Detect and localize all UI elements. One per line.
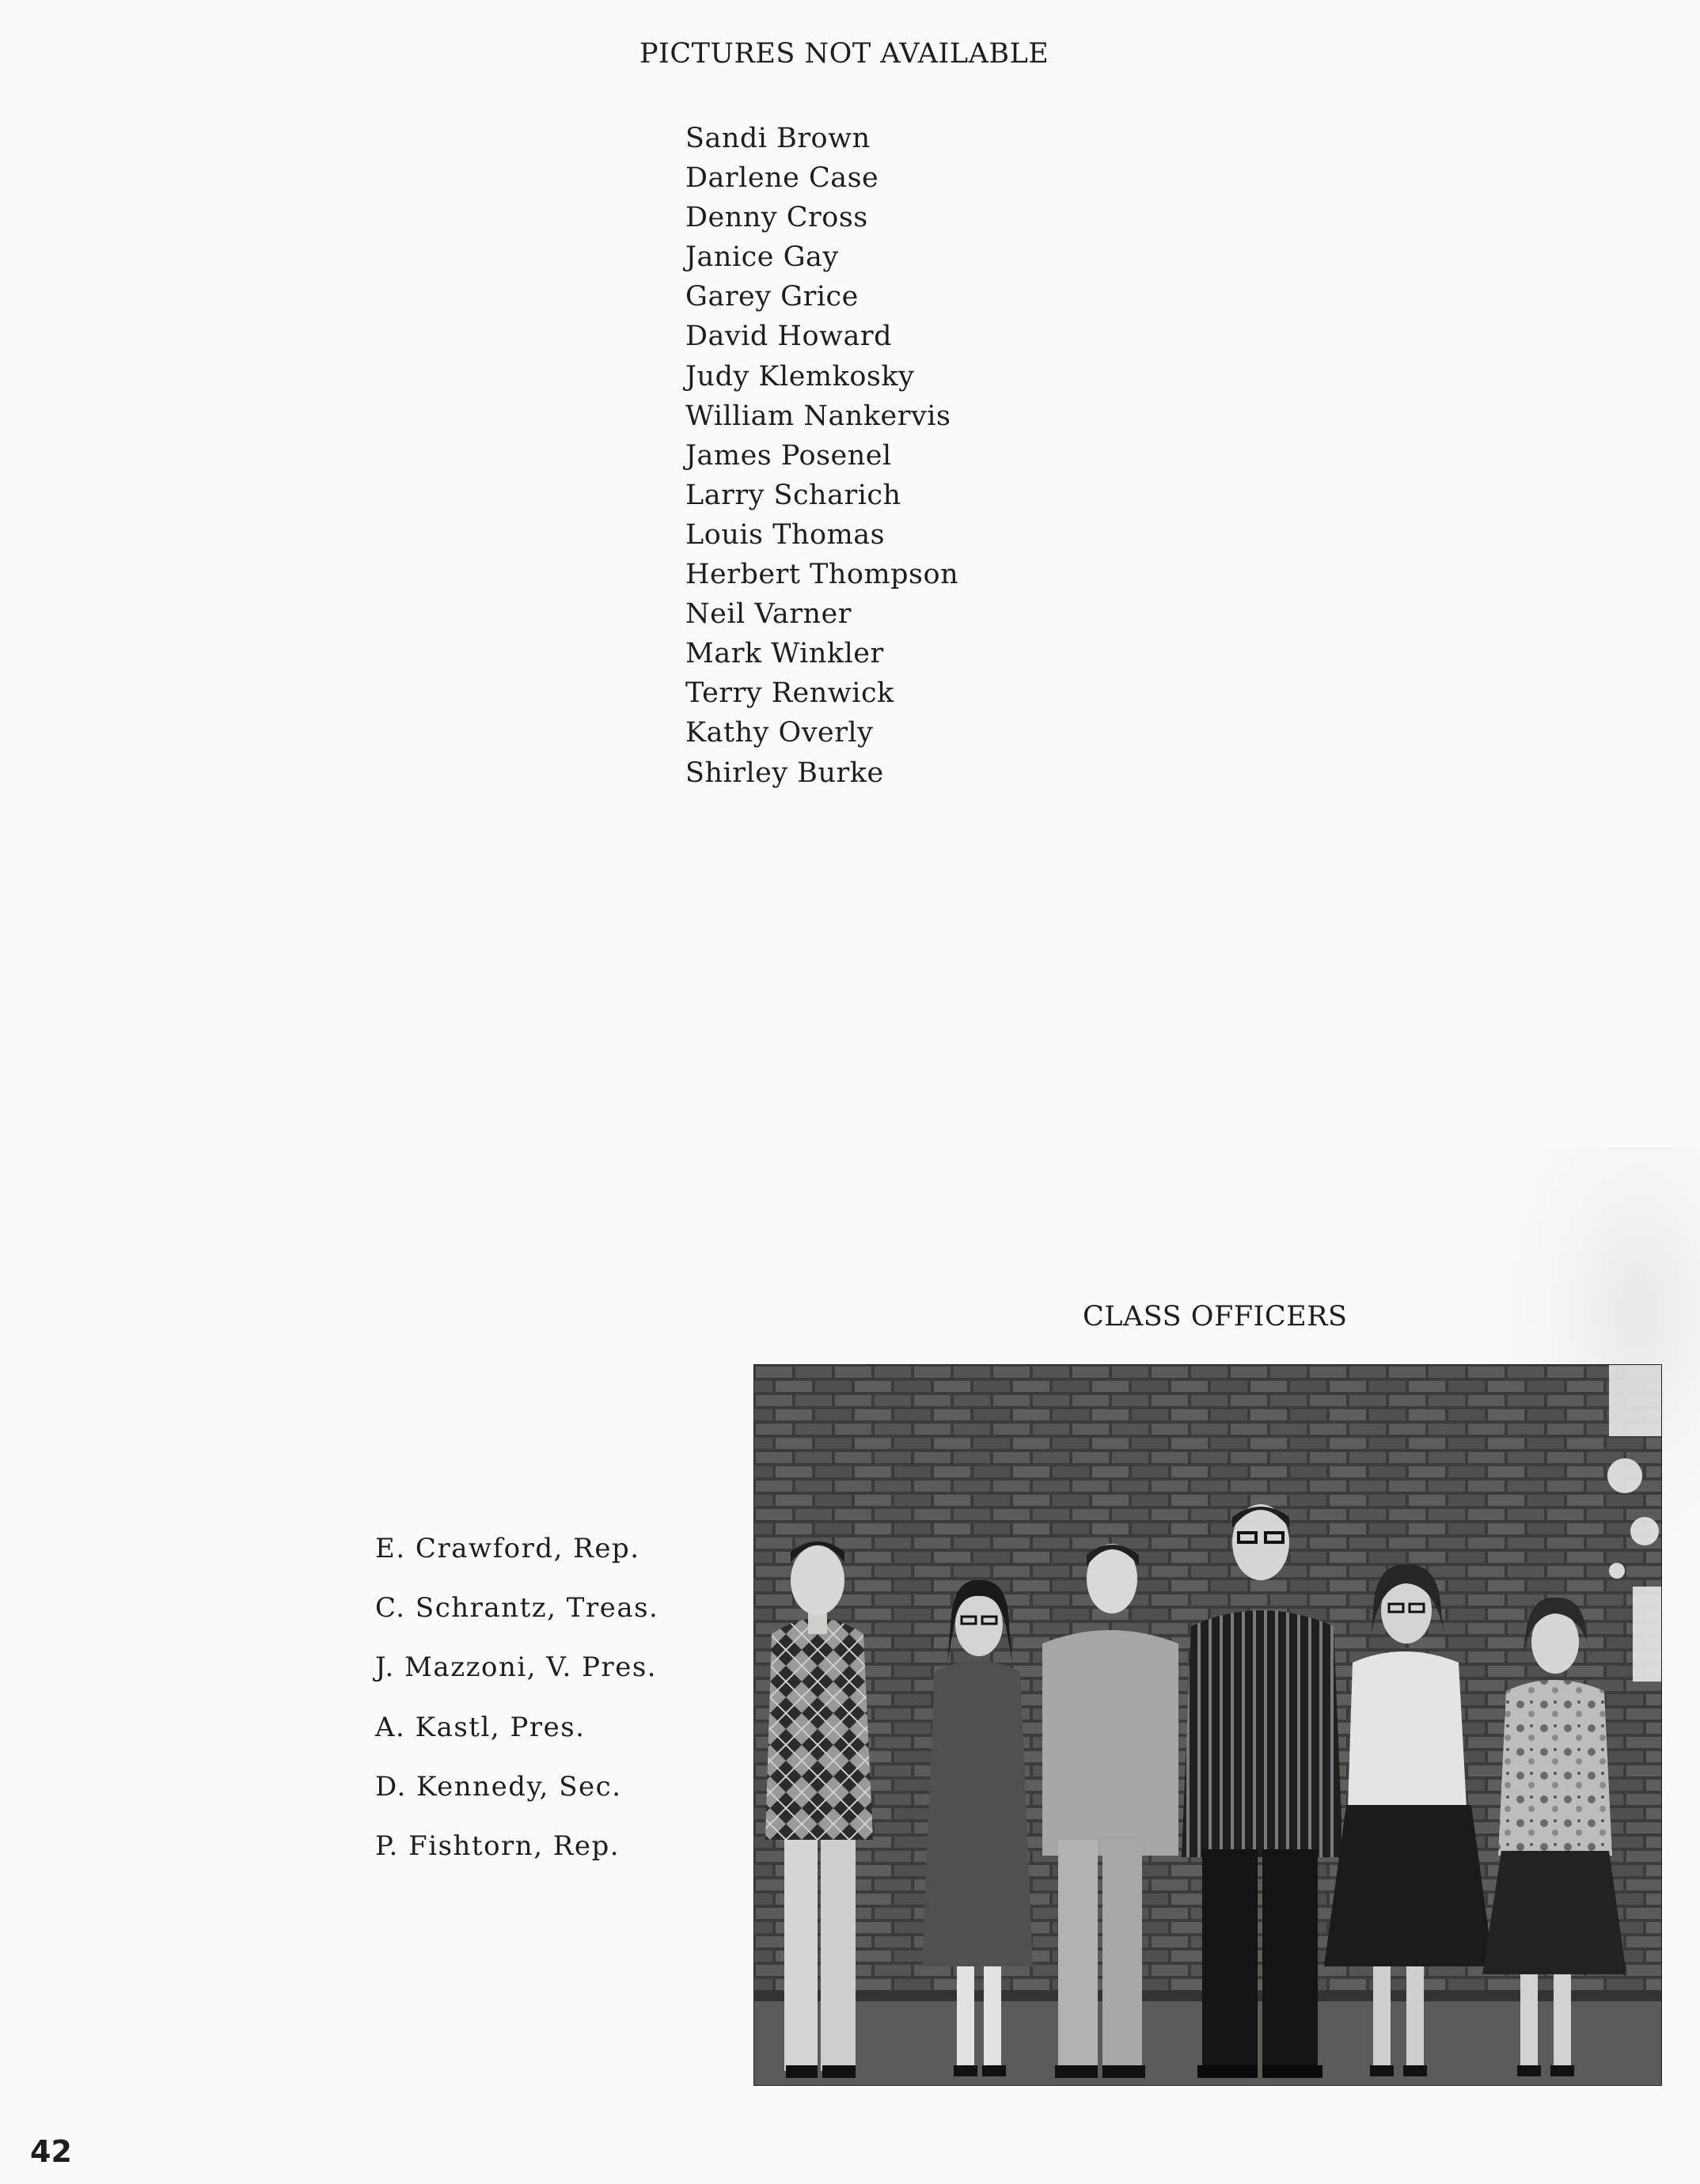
list-item: Neil Varner	[685, 598, 852, 631]
list-item: Louis Thomas	[685, 518, 886, 551]
list-item: Judy Klemkosky	[685, 360, 915, 392]
list-item: Garey Grice	[685, 281, 859, 313]
pictures-not-available-list	[685, 119, 958, 793]
page-number: 42	[30, 2134, 72, 2169]
list-item: Janice Gay	[685, 241, 839, 274]
officer-caption: E. Crawford, Rep.	[375, 1533, 640, 1564]
class-officers-photo-image	[754, 1365, 1661, 2085]
list-item: Herbert Thompson	[685, 559, 959, 591]
list-item: Mark Winkler	[685, 638, 884, 670]
list-item: James Posenel	[685, 439, 892, 472]
list-item: William Nankervis	[685, 400, 951, 432]
officer-caption: D. Kennedy, Sec.	[375, 1770, 622, 1803]
officer-caption: J. Mazzoni, V. Pres.	[375, 1651, 658, 1684]
officer-caption: P. Fishtorn, Rep.	[375, 1829, 620, 1862]
officer-caption: A. Kastl, Pres.	[375, 1711, 586, 1743]
list-item: David Howard	[685, 320, 892, 353]
list-item: Larry Scharich	[685, 479, 901, 511]
list-item: Sandi Brown	[685, 123, 871, 154]
class-officers-photo	[753, 1364, 1662, 2086]
class-officers-list	[375, 1519, 658, 1876]
list-item: Terry Renwick	[685, 677, 894, 710]
list-item: Shirley Burke	[685, 756, 884, 789]
class-officers-heading: CLASS OFFICERS	[1083, 1301, 1348, 1333]
officer-caption: C. Schrantz, Treas.	[375, 1592, 659, 1625]
list-item: Denny Cross	[685, 202, 868, 234]
pictures-not-available-heading: PICTURES NOT AVAILABLE	[639, 38, 1049, 70]
list-item: Darlene Case	[685, 162, 879, 195]
list-item: Kathy Overly	[685, 717, 874, 749]
